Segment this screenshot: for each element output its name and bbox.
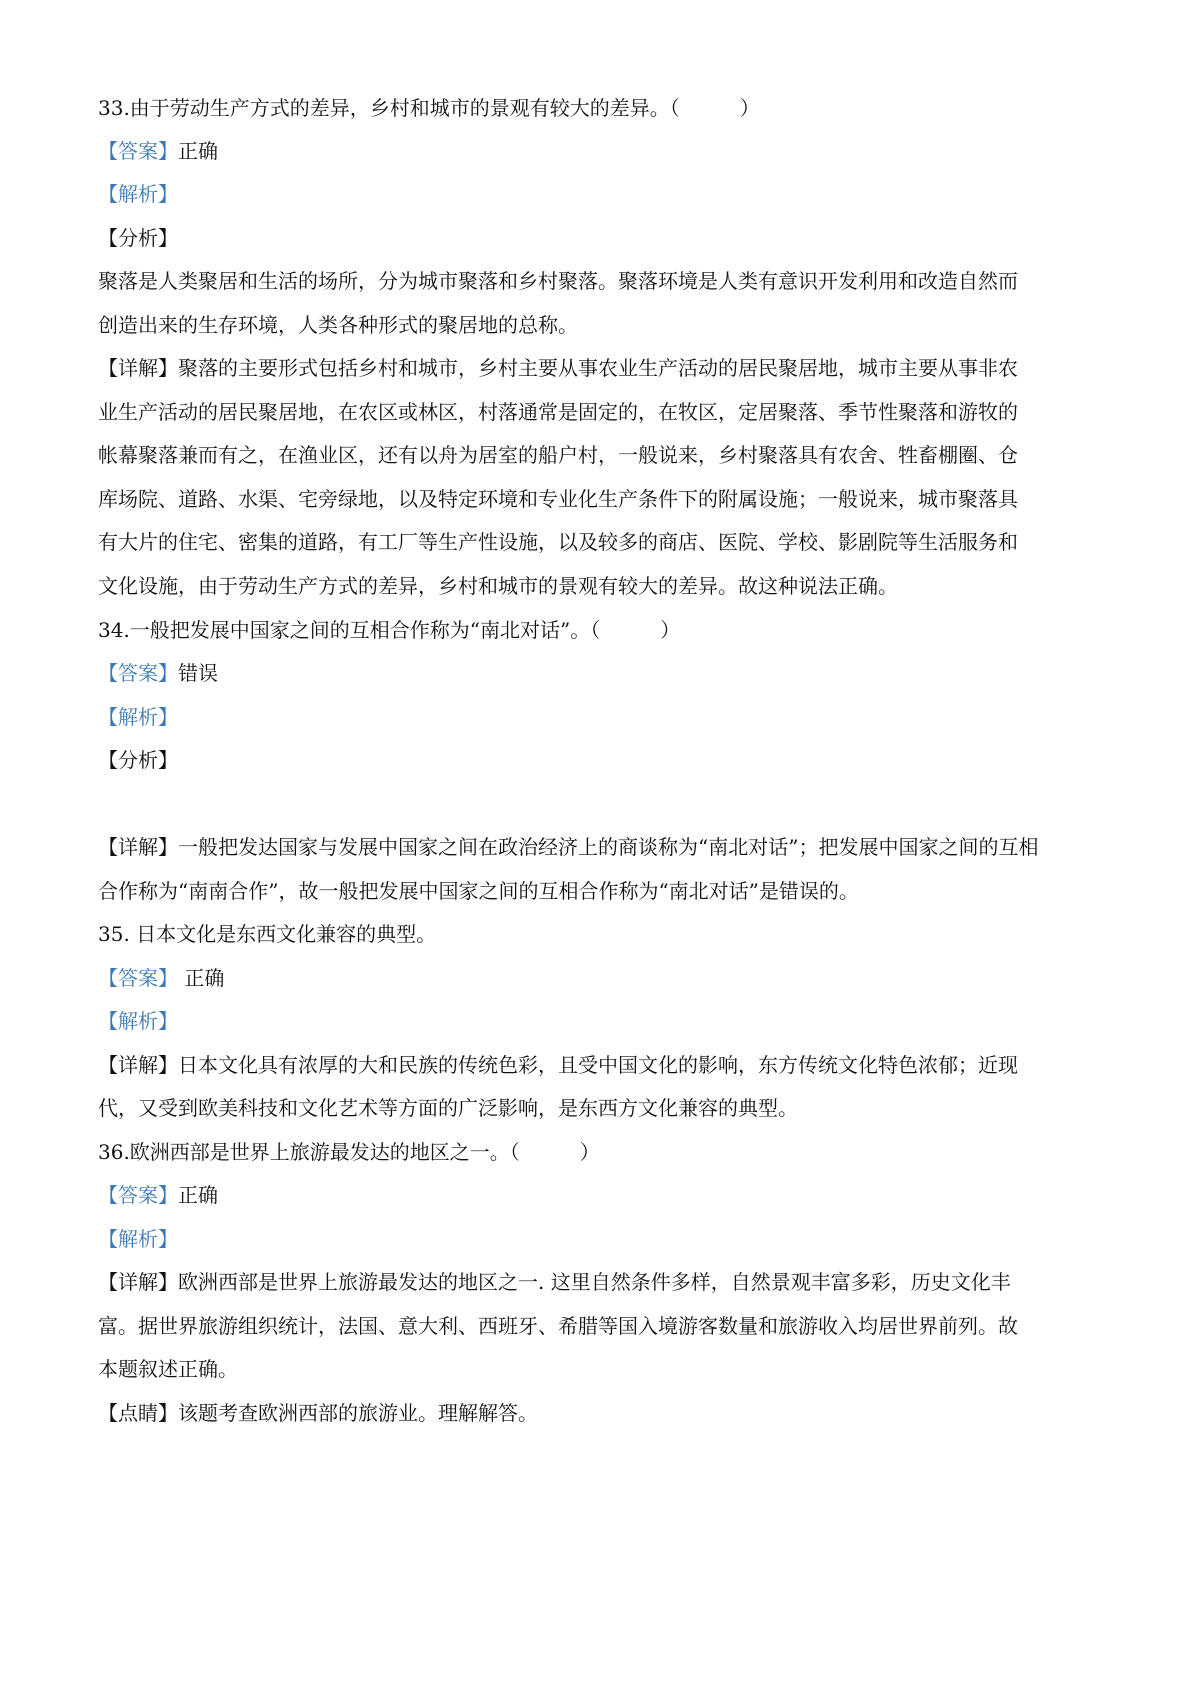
detail-34-line-1 xyxy=(98,835,1104,859)
answer-35 xyxy=(98,966,1104,990)
answer-tag: 【答案】 xyxy=(98,1183,178,1207)
detail-33-line-5: 有大片的住宅、密集的道路，有工厂等生产性设施，以及较多的商店、医院、学校、影剧院等生活服务和 xyxy=(98,530,1018,554)
question-36: 36.欧洲西部是世界上旅游最发达的地区之一。（ ） xyxy=(98,1140,600,1164)
detail-35-line-1 xyxy=(98,1053,1104,1077)
detail-33-line-3: 帐幕聚落兼而有之，在渔业区，还有以舟为居室的船户村，一般说来，乡村聚落具有农舍、牲畜棚圈、仓 xyxy=(98,443,1018,467)
answer-36 xyxy=(98,1183,1104,1207)
answer-tag: 【答案】 xyxy=(98,139,178,163)
answer-value: 正确 xyxy=(178,139,218,163)
answer-33 xyxy=(98,139,1104,163)
detail-35-line-2: 代，又受到欧美科技和文化艺术等方面的广泛影响，是东西方文化兼容的典型。 xyxy=(98,1096,798,1120)
detail-33-line-2: 业生产活动的居民聚居地，在农区或林区，村落通常是固定的，在牧区，定居聚落、季节性聚落和游牧的 xyxy=(98,400,1018,424)
comment-text: 该题考查欧洲西部的旅游业。理解解答。 xyxy=(178,1401,538,1425)
answer-value: 正确 xyxy=(178,966,225,990)
detail-33-line-6: 文化设施，由于劳动生产方式的差异，乡村和城市的景观有较大的差异。故这种说法正确。 xyxy=(98,574,898,598)
fenxi-33-line-2: 创造出来的生存环境，人类各种形式的聚居地的总称。 xyxy=(98,313,578,337)
fenxi-tag-33: 【分析】 xyxy=(98,226,178,250)
fenxi-tag-34: 【分析】 xyxy=(98,748,178,772)
fenxi-33-line-1: 聚落是人类聚居和生活的场所，分为城市聚落和乡村聚落。聚落环境是人类有意识开发利用和改造自然而 xyxy=(98,269,1018,293)
detail-text: 日本文化具有浓厚的大和民族的传统色彩，且受中国文化的影响，东方传统文化特色浓郁；近现 xyxy=(178,1053,1018,1077)
question-35: 35. 日本文化是东西文化兼容的典型。 xyxy=(98,922,437,946)
answer-tag: 【答案】 xyxy=(98,661,178,685)
comment-tag: 【点睛】 xyxy=(98,1401,178,1425)
analysis-tag-35: 【解析】 xyxy=(98,1009,178,1033)
detail-tag: 【详解】 xyxy=(98,1053,178,1077)
analysis-tag-33: 【解析】 xyxy=(98,182,178,206)
detail-tag: 【详解】 xyxy=(98,356,178,380)
detail-36-line-1 xyxy=(98,1270,1104,1294)
detail-33-line-4: 库场院、道路、水渠、宅旁绿地，以及特定环境和专业化生产条件下的附属设施；一般说来，城市聚落具 xyxy=(98,487,1018,511)
answer-tag: 【答案】 xyxy=(98,966,178,990)
answer-value: 正确 xyxy=(178,1183,218,1207)
comment-36 xyxy=(98,1401,1104,1425)
detail-text: 一般把发达国家与发展中国家之间在政治经济上的商谈称为“南北对话”；把发展中国家之间的互相 xyxy=(178,835,1039,859)
answer-34 xyxy=(98,661,1104,685)
analysis-tag-34: 【解析】 xyxy=(98,705,178,729)
detail-tag: 【详解】 xyxy=(98,1270,178,1294)
detail-36-line-3: 本题叙述正确。 xyxy=(98,1357,238,1381)
detail-tag: 【详解】 xyxy=(98,835,178,859)
question-33: 33.由于劳动生产方式的差异，乡村和城市的景观有较大的差异。（ ） xyxy=(98,96,760,120)
analysis-tag-36: 【解析】 xyxy=(98,1227,178,1251)
detail-text: 欧洲西部是世界上旅游最发达的地区之一. 这里自然条件多样，自然景观丰富多彩，历史文化丰 xyxy=(178,1270,1011,1294)
answer-value: 错误 xyxy=(178,661,218,685)
detail-34-line-2: 合作称为“南南合作”，故一般把发展中国家之间的互相合作称为“南北对话”是错误的。 xyxy=(98,879,859,903)
detail-text: 聚落的主要形式包括乡村和城市，乡村主要从事农业生产活动的居民聚居地，城市主要从事非农 xyxy=(178,356,1018,380)
detail-33-line-1 xyxy=(98,356,1104,380)
detail-36-line-2: 富。据世界旅游组织统计，法国、意大利、西班牙、希腊等国入境游客数量和旅游收入均居世界前列。故 xyxy=(98,1314,1018,1338)
question-34: 34.一般把发展中国家之间的互相合作称为“南北对话”。（ ） xyxy=(98,618,681,642)
